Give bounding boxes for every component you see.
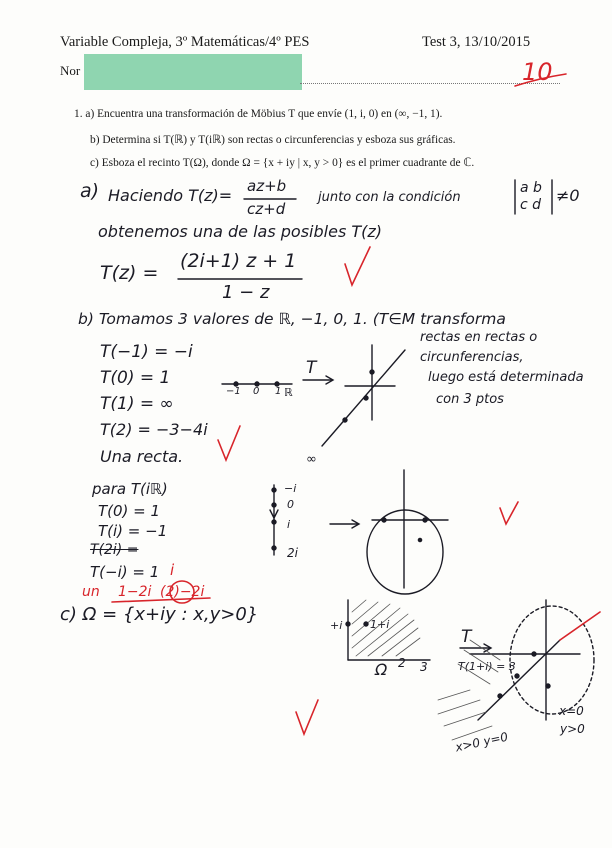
answer-b-t4: T(2) = −3−4i [100,420,208,439]
circle-point-b [423,518,427,522]
answer-a-cond: junto con la condición [318,190,461,205]
answer-b-p4: T(−i) = 1 [90,563,160,581]
answer-b-p4-correction: i [170,561,175,579]
image-point-c [343,418,347,422]
answer-c-x0: x=0 [559,704,584,718]
diag2-label-i: i [287,518,291,531]
c2-point-a [515,674,519,678]
test-date: Test 3, 13/10/2015 [422,34,531,50]
answer-c-T: T [461,627,472,647]
c2-line [478,640,560,720]
image-point-b [364,396,368,400]
answer-a-mat-bot: c d [520,197,542,213]
answer-c-3: 3 [420,660,428,674]
imag-point-2 [272,503,276,507]
diag1-label-0: 0 [253,386,260,397]
answer-c-bottom: x>0 y=0 [454,729,510,755]
c2-point-d [546,684,550,688]
answer-a-mat-top: a b [520,180,542,196]
name-label: Nor [60,63,81,78]
c-point-i [346,622,350,626]
answer-b-t2: T(0) = 1 [100,368,171,388]
check-b1 [218,426,240,460]
answer-a-line1: Haciendo T(z)= [108,186,233,205]
check-a [345,247,370,285]
answer-a-result-den: 1 − z [222,282,270,303]
diag1-label-T: T [306,358,317,378]
answer-c-plus-i: +i [330,619,343,632]
circle-point-a [382,518,386,522]
answer-b-note2: circunferencias, [420,350,524,365]
question-1a: 1. a) Encuentra una transformación de Möbius T que envíe (1, i, 0) en (∞, −1, 1). [74,108,443,120]
image-point-a [370,370,374,374]
diag1-label-1: 1 [275,386,282,397]
diag2-label-2i: 2i [287,546,298,560]
answer-b-p3: T(2i) = [90,542,139,558]
correction-un: un [82,584,100,600]
answer-c-T1i: T(1+i) = 3 [458,660,516,673]
point-neg1 [234,382,238,386]
answer-b-p2: T(i) = −1 [98,522,168,540]
correction-value-2: (2)−2i [160,584,205,600]
point-0 [255,382,259,386]
point-1 [275,382,279,386]
imag-point-4 [272,546,276,550]
correction-value: 1−2i [118,584,152,600]
c2-circle [510,606,594,714]
answer-a-neq: ≠0 [556,186,580,205]
diag2-label-0: 0 [287,498,294,511]
answer-c-y0: y>0 [560,722,585,736]
check-c [296,700,318,734]
circle-point-c [418,538,421,541]
question-1b: b) Determina si T(ℝ) y T(iℝ) son rectas o circunferencias y esboza sus gráficas. [90,134,456,146]
answer-c-2: 2 [398,656,406,670]
answer-c-omega: Ω [375,660,388,679]
c-point-1i [364,622,368,626]
answer-a-frac-den: cz+d [247,200,286,218]
question-1c: c) Esboza el recinto T(Ω), donde Ω = {x + iy | x, y > 0} es el primer cuadrante de ℂ. [90,157,475,169]
answer-b-note1: rectas en rectas o [420,330,538,345]
grade-underline [515,74,566,86]
answer-b-t1: T(−1) = −i [100,342,193,362]
answer-b-p1: T(0) = 1 [98,502,161,520]
diag1-label-neg1: −1 [226,386,241,397]
diag1-label-inf: ∞ [306,452,317,467]
imag-point-3 [272,520,276,524]
answer-a-frac-num: az+b [247,177,287,195]
check-b2 [500,502,518,524]
c-red-stroke [560,612,600,640]
correction-underline [112,598,210,602]
answer-a-result-lhs: T(z) = [100,262,159,284]
answer-b-note4: con 3 ptos [436,392,504,407]
answer-b-recta: Una recta. [100,447,184,466]
answer-a-result-num: (2i+1) z + 1 [180,250,297,272]
answer-b-line: b) Tomamos 3 valores de ℝ, −1, 0, 1. (T∈M transforma [78,310,506,328]
c2-point-b [532,652,536,656]
diag1-label-R: ℝ [284,386,293,399]
answer-c-line: c) Ω = {x+iy : x,y>0} [60,604,259,625]
c2-hatching [438,640,500,740]
answer-a-line2: obtenemos una de las posibles T(z) [98,222,383,241]
image-circle [367,510,443,594]
answer-a-label: a) [80,180,100,202]
answer-b-note3: luego está determinada [428,370,584,385]
answer-b-para: para T(iℝ) [92,480,168,498]
answer-c-1i: 1+i [370,618,390,631]
answer-b-t3: T(1) = ∞ [100,394,174,414]
diag2-label-negi: −i [284,482,297,495]
c-hatching [352,600,420,656]
course-title: Variable Compleja, 3º Matemáticas/4º PES [60,34,310,50]
grade: 10 [522,58,553,86]
c2-point-c [498,694,502,698]
imag-point-1 [272,488,276,492]
